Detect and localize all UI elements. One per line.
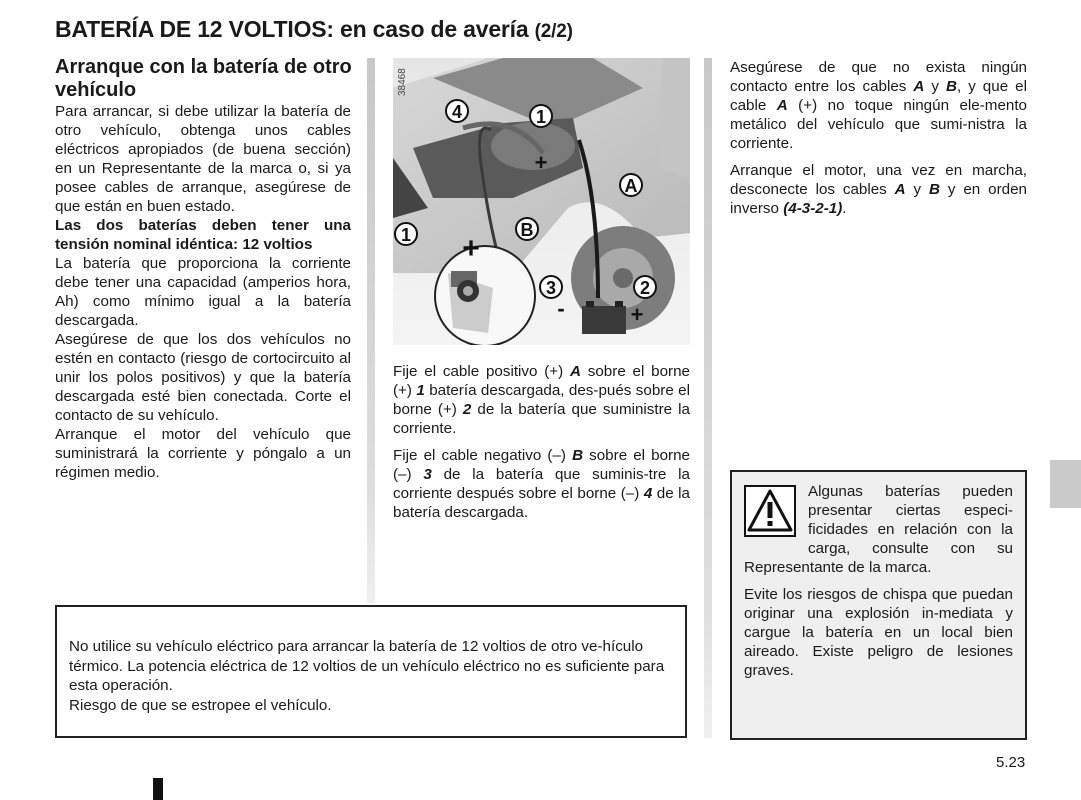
svg-text:1: 1 — [400, 225, 412, 245]
label-a — [620, 174, 642, 196]
warning-spark-risk: Evite los riesgos de chispa que puedan originar una explosión in-mediata y cargue la batería en un local bien aireado. Existe peligro de lesiones graves. — [744, 586, 1013, 679]
jump-start-illustration — [393, 58, 690, 345]
print-mark — [153, 778, 163, 800]
contact-paragraph: Asegúrese de que los dos vehículos no estén en contacto (riesgo de cortocircuito al unir los polos positivos) y que la batería descargada esté bien conectada. Corte el contacto de su vehículo. — [55, 331, 351, 424]
minus-sign: - — [557, 296, 565, 321]
page-title: BATERÍA DE 12 VOLTIOS: en caso de avería (2/2) — [55, 16, 573, 42]
svg-text:4: 4 — [451, 102, 463, 122]
capacity-paragraph: La batería que proporciona la corriente debe tener una capacidad (amperios hora, Ah) como mínimo igual a la batería descargada. — [55, 255, 351, 329]
svg-text:2: 2 — [639, 278, 651, 298]
start-engine-paragraph: Arranque el motor del vehículo que suministrará la corriente y póngalo a un régimen medio. — [55, 426, 351, 481]
no-contact-paragraph: Asegúrese de que no exista ningún contacto entre los cables A y B, y que el cable A (+) no toque ningún ele-mento metálico del vehículo que sumi-nistra la corriente. — [730, 59, 1028, 152]
left-column — [55, 102, 351, 482]
svg-text:3: 3 — [545, 278, 557, 298]
warning-box — [730, 470, 1027, 740]
column-divider-left — [367, 58, 375, 603]
warning-triangle-icon — [744, 485, 796, 537]
plus-sign-top: + — [534, 150, 548, 175]
label-3 — [540, 276, 562, 298]
label-2 — [634, 276, 656, 298]
middle-column — [393, 362, 690, 522]
label-1-top — [530, 105, 552, 127]
voltage-requirement: Las dos baterías deben tener una tensión nominal idéntica: 12 voltios — [55, 217, 351, 253]
notice-box — [55, 605, 687, 738]
column-divider-right — [704, 58, 712, 738]
plus-sign-inset: + — [462, 232, 480, 265]
label-b — [516, 218, 538, 240]
svg-text:1: 1 — [535, 107, 547, 127]
warning-battery-specifics: Algunas baterías pueden presentar ciertas especi-ficidades en relación con la carga, consulte con su Representante de la marca. — [744, 483, 1013, 576]
figure-ref-number: 38468 — [397, 68, 408, 96]
positive-cable-instruction: Fije el cable positivo (+) A sobre el borne (+) 1 batería descargada, des-pués sobre el borne (+) 2 de la batería que suministre la corriente. — [393, 363, 690, 437]
svg-text:B: B — [520, 220, 534, 240]
page-number: 5.23 — [996, 754, 1026, 771]
label-4 — [446, 100, 468, 122]
disconnect-paragraph: Arranque el motor, una vez en marcha, desconecte los cables A y B y en orden inverso (4-3-2-1). — [730, 162, 1027, 217]
right-column — [730, 58, 1027, 218]
notice-risk: Riesgo de que se estropee el vehículo. — [69, 696, 332, 714]
plus-sign-battery: + — [630, 302, 644, 327]
section-heading: Arranque con la batería de otro vehículo — [55, 56, 352, 101]
negative-cable-instruction: Fije el cable negativo (–) B sobre el borne (–) 3 de la batería que suminis-tre la corriente después sobre el borne (–) 4 de la batería descargada. — [393, 447, 691, 521]
notice-text: No utilice su vehículo eléctrico para arrancar la batería de 12 voltios de otro ve-hículo térmico. La potencia eléctrica de 12 voltios de un vehículo eléctrico no es suficiente para esta operación. — [69, 638, 665, 694]
intro-paragraph: Para arrancar, si debe utilizar la batería de otro vehículo, obtenga unos cables eléctricos apropiados (de buena sección) en un Representante de la marca o, si ya posee cables de arranque, asegúrese de que están en buen estado. — [55, 103, 351, 215]
chapter-tab — [1050, 460, 1081, 508]
svg-text:A: A — [624, 176, 638, 196]
page-title-suffix: (2/2) — [534, 21, 573, 42]
label-1-inset — [395, 223, 417, 245]
